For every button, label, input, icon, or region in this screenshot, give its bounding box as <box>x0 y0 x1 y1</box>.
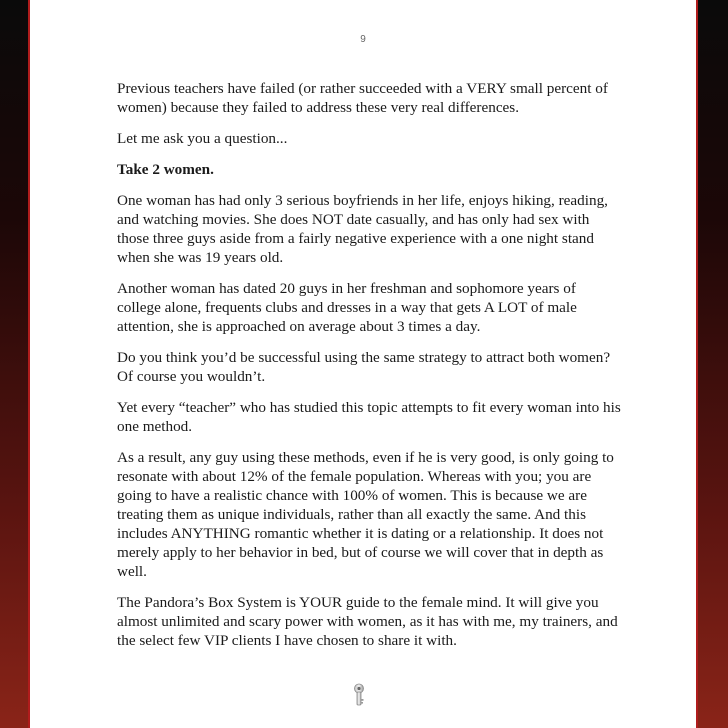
paragraph-5: Another woman has dated 20 guys in her freshman and sophomore years of college alone, frequents clubs and dresses in a way that gets A LOT of male attention, she is approached on average about 3 times a day. <box>117 280 577 335</box>
paragraph-7: Yet every “teacher” who has studied this topic attempts to fit every woman into his one method. <box>117 399 621 435</box>
keyhole-icon <box>352 683 366 707</box>
paragraph-8: As a result, any guy using these methods, even if he is very good, is only going to resonate with about 12% of the female population. Whereas with you; you are going to have a realistic chance with 100% of women. This is because we are treating them as unique individuals, rather than all exactly the same. And this includes ANYTHING romantic whether it is dating or a relationship. It does not merely apply to her behavior in bed, but of course we will cover that in depth as well. <box>117 449 614 580</box>
paragraph-2: Let me ask you a question... <box>117 130 288 147</box>
paragraph-4: One woman has had only 3 serious boyfriends in her life, enjoys hiking, reading, and watching movies. She does NOT date casually, and has only had sex with those three guys aside from a fairly negative experience with a one night stand when she was 19 years old. <box>117 192 608 266</box>
paragraph-3-heading: Take 2 women. <box>117 161 214 178</box>
page-number: 9 <box>360 34 366 45</box>
document-page <box>28 0 698 728</box>
paragraph-1: Previous teachers have failed (or rather succeeded with a VERY small percent of women) because they failed to address these very real differences. <box>117 80 608 116</box>
page-content <box>117 79 622 662</box>
paragraph-9: The Pandora’s Box System is YOUR guide to the female mind. It will give you almost unlimited and scary power with women, as it has with me, my trainers, and the select few VIP clients I have chosen to share it with. <box>117 594 618 649</box>
paragraph-6: Do you think you’d be successful using the same strategy to attract both women? Of course you wouldn’t. <box>117 349 611 385</box>
